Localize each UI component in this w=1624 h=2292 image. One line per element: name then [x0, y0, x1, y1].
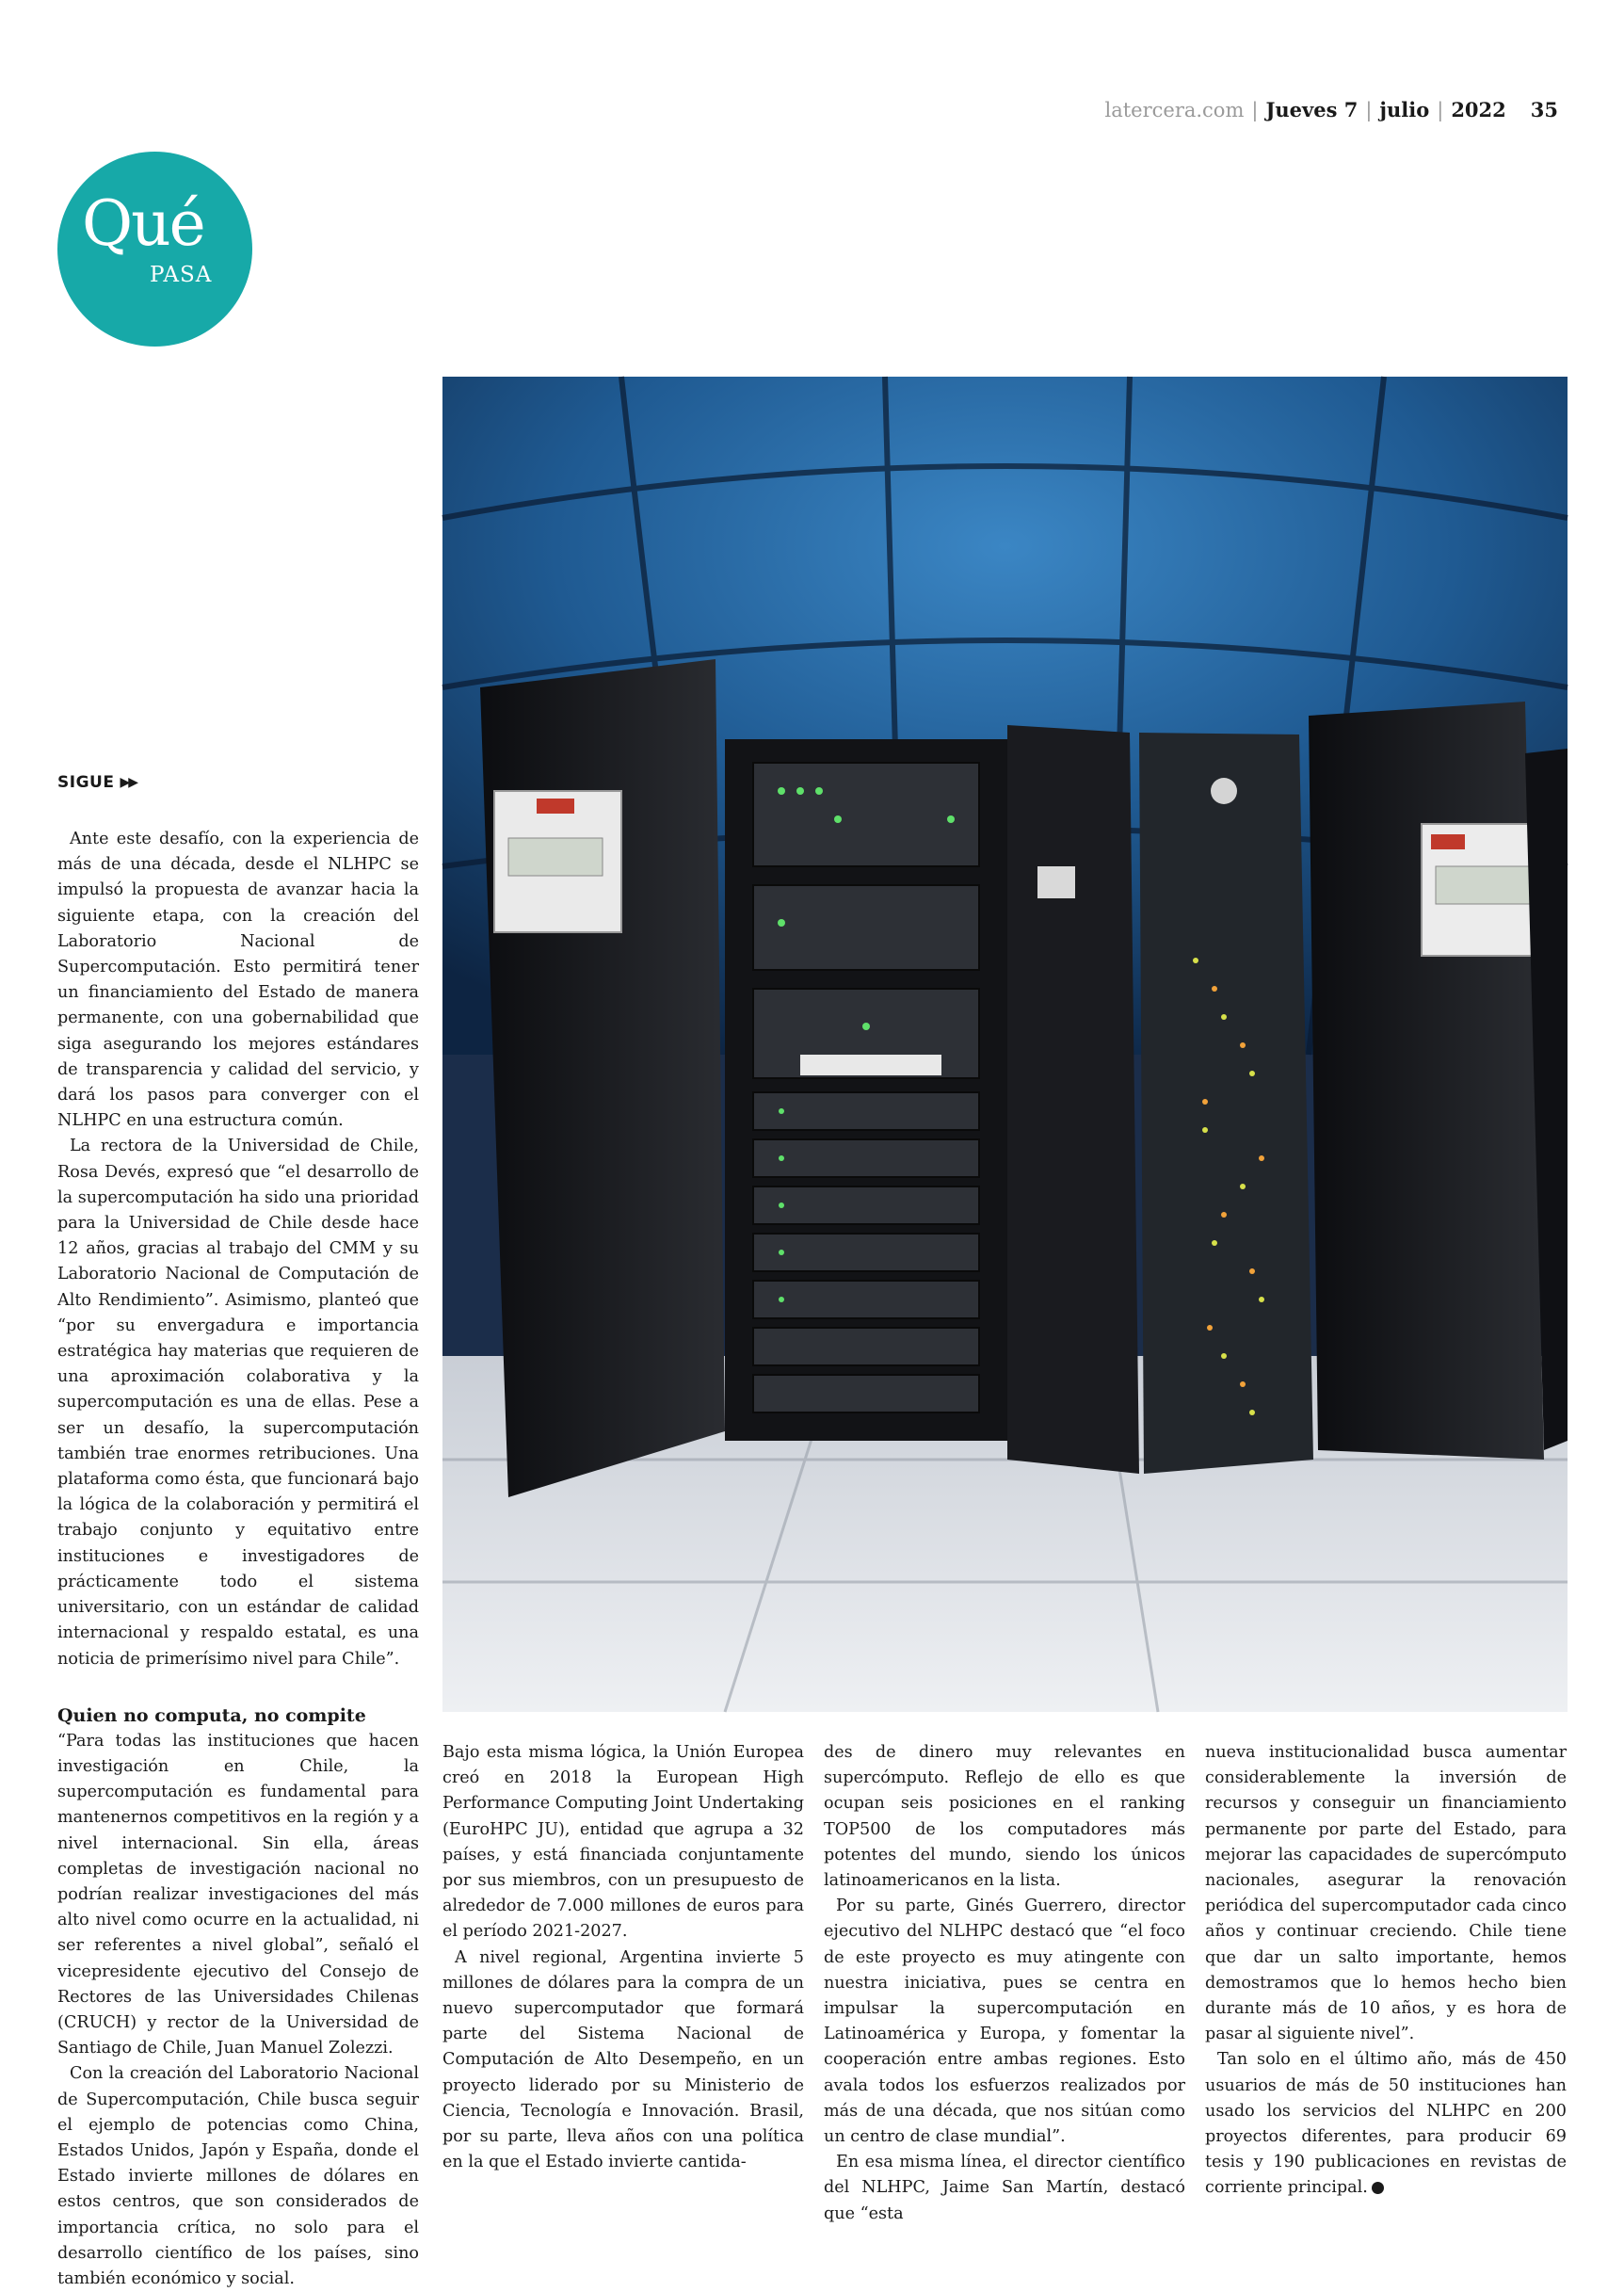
paragraph: La rectora de la Universidad de Chile, Rosa Devés, expresó que “el desarrollo de la supercomputación ha sido una prioridad para la Universidad de Chile desde hace 12 años, gracias al trabajo del CMM y su Laboratorio Nacional de Computación de Alto Rendimiento”. Asimismo, planteó que “por su envergadura e importancia estratégica hay materias que requieren de una aproximación colaborativa y la supercomputación es una de ellas. Pese a ser un desafío, la supercomputación también trae enormes retribuciones. Una plataforma como ésta, que funcionará bajo la lógica de la colaboración y permitirá el trabajo conjunto y equitativo entre instituciones e investigadores de prácticamente todo el sistema universitario, con un estándar de calidad internacional y respaldo estatal, es una noticia de primerísimo nivel para Chile”. [57, 1137, 419, 1669]
folio-divider: | [1365, 99, 1373, 121]
paragraph: Bajo esta misma lógica, la Unión Europea creó en 2018 la European High Performance Computing Joint Undertaking (EuroHPC JU), entidad que agrupa a 32 países, y está financiada conjuntamente por sus miembros, con un presupuesto de alrededor de 7.000 millones de euros para el período 2021-2027. [442, 1743, 804, 1942]
article-column-3 [824, 1740, 1185, 2227]
article-column-2 [442, 1740, 804, 2175]
paragraph: Ante este desafío, con la experiencia de más de una década, desde el NLHPC se impulsó la propuesta de avanzar hacia la siguiente etapa, con la creación del Laboratorio Nacional de Supercomputación. Esto permitirá tener un financiamiento del Estado de manera permanente, con una gobernabilidad que siga asegurando los mejores estándares de transparencia y calidad del servicio, y dará los pasos para converger con el NLHPC en una estructura común. [57, 830, 419, 1131]
issue-day: Jueves 7 [1265, 98, 1359, 121]
page-folio [1104, 98, 1558, 126]
section-subhead: Quien no computa, no compite [57, 1704, 366, 1726]
paragraph: “Para todas las instituciones que hacen investigación en Chile, la supercomputación es fundamental para mantenernos competitivos en la región y a nivel internacional. Sin ella, áreas completas de investigación nacional no podrían realizar investigaciones del más alto nivel como ocurre en la actualidad, ni ser referentes a nivel global”, señaló el vicepresidente ejecutivo del Consejo de Rectores de las Universidades Chilenas (CRUCH) y rector de la Universidad de Santiago de Chile, Juan Manuel Zolezzi. [57, 1731, 419, 2058]
paragraph: A nivel regional, Argentina invierte 5 millones de dólares para la compra de un nuevo supercomputador que formará parte del Sistema Nacional de Computación de Alto Desempeño, en un proyecto liderado por su Ministerio de Ciencia, Tecnología e Innovación. Brasil, por su parte, lleva años con una política en la que el Estado invierte cantida- [442, 1947, 804, 2172]
section-logo-title: Qué [82, 187, 204, 260]
continues-label [57, 770, 419, 796]
paragraph: En esa misma línea, el director científico del NLHPC, Jaime San Martín, destacó que “esta [824, 2153, 1185, 2223]
end-of-article-icon [1372, 2182, 1384, 2194]
server-room-illustration [442, 377, 1568, 1712]
issue-year: 2022 [1451, 98, 1506, 121]
paragraph: Por su parte, Ginés Guerrero, director ejecutivo del NLHPC destacó que “el foco de este proyecto es muy atingente con nuestra iniciativa, pues se centra en impulsar la supercomputación en Latinoamérica y Europa, y fomentar la cooperación entre ambas regiones. Esto avala todos los esfuerzos realizados por más de una década, que nos sitúan como un centro de clase mundial”. [824, 1897, 1185, 2147]
paragraph [1205, 2047, 1567, 2201]
paragraph: des de dinero muy relevantes en supercómputo. Reflejo de ello es que ocupan seis posiciones en el ranking TOP500 de los computadores más potentes del mundo, siendo los únicos latinoamericanos en la lista. [824, 1743, 1185, 1891]
section-logo [57, 152, 252, 347]
paragraph-text: Tan solo en el último año, más de 450 usuarios de más de 50 instituciones han usado los servicios del NLHPC en 200 proyectos diferentes, para producir 69 tesis y 190 publicaciones en revistas de corriente principal. [1205, 2050, 1567, 2198]
paragraph: Con la creación del Laboratorio Nacional de Supercomputación, Chile busca seguir el ejemplo de potencias como China, Estados Unidos, Japón y España, donde el Estado invierte millones de dólares en estos centros, que son considerados de importancia crítica, no solo para el desarrollo científico de los países, sino también económico y social. [57, 2064, 419, 2288]
double-arrow-icon: ▶▶ [120, 775, 137, 790]
page-number: 35 [1530, 98, 1558, 121]
supercomputer-photo [442, 377, 1568, 1712]
article-column-1 [57, 770, 419, 2292]
folio-divider: | [1251, 99, 1259, 121]
article-column-4 [1205, 1740, 1567, 2202]
folio-divider: | [1437, 99, 1444, 121]
continues-text: SIGUE [57, 773, 115, 792]
site-name[interactable]: latercera.com [1104, 99, 1245, 121]
section-logo-subtitle: PASA [150, 263, 213, 287]
paragraph: nueva institucionalidad busca aumentar considerablemente la inversión de recursos y conseguir un financiamiento permanente por parte del Estado, para mejorar las capacidades de supercómputo nacionales, asegurar la renovación periódica del supercomputador cada cinco años y continuar creciendo. Chile tiene que dar un salto importante, hemos demostramos que lo hemos hecho bien durante más de 10 años, y es hora de pasar al siguiente nivel”. [1205, 1743, 1567, 2044]
issue-month: julio [1379, 98, 1430, 121]
